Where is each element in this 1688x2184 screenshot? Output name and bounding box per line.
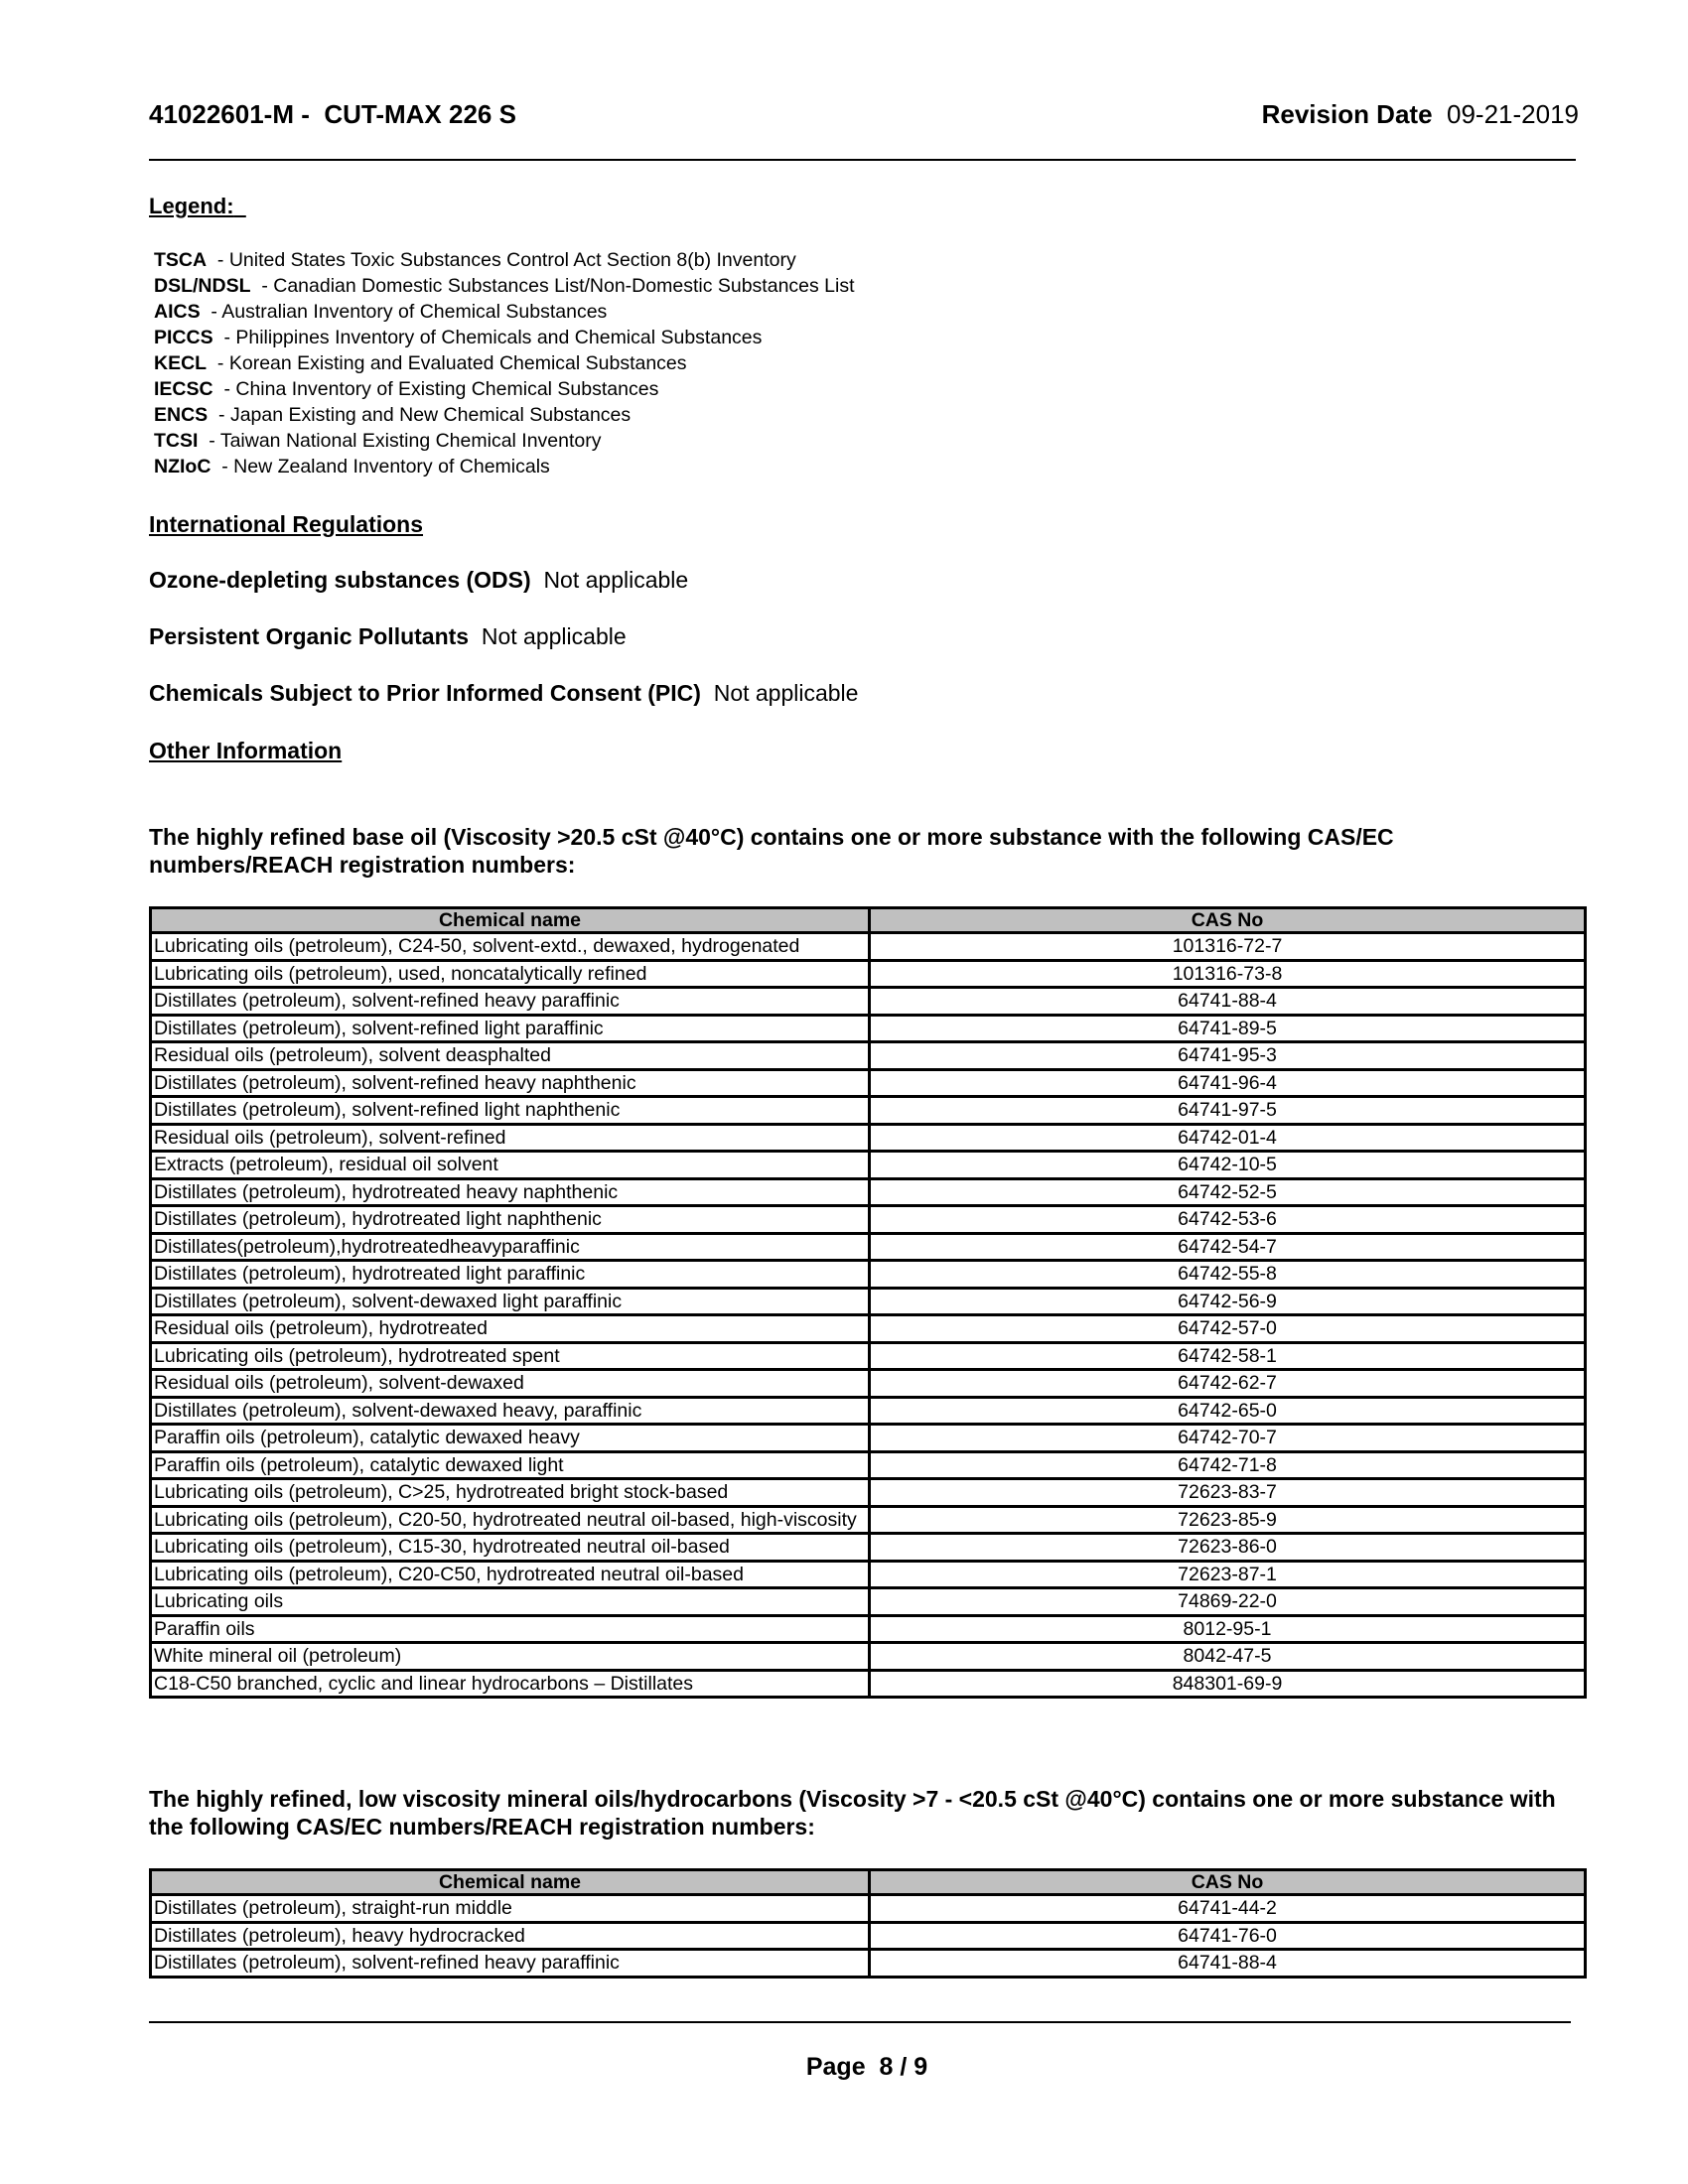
international-regulations-heading: International Regulations bbox=[149, 511, 424, 537]
table-row bbox=[151, 1152, 1586, 1179]
chemical-name-cell: Distillates (petroleum), hydrotreated light naphthenic bbox=[151, 1206, 870, 1234]
table-header-row bbox=[151, 1870, 1586, 1895]
chemical-name-cell: White mineral oil (petroleum) bbox=[151, 1643, 870, 1671]
regulation-value: Not applicable bbox=[543, 567, 689, 593]
revision-date bbox=[1262, 99, 1579, 130]
chemical-name-cell: Lubricating oils (petroleum), C15-30, hydrotreated neutral oil-based bbox=[151, 1534, 870, 1562]
table-row bbox=[151, 1534, 1586, 1562]
cas-number-cell: 64742-58-1 bbox=[870, 1342, 1586, 1370]
legend-description: Canadian Domestic Substances List/Non-Domestic Substances List bbox=[273, 275, 855, 297]
chemical-name-cell: Residual oils (petroleum), solvent deasphalted bbox=[151, 1042, 870, 1070]
column-header-chemical-name: Chemical name bbox=[151, 908, 870, 933]
legend-item: KECL - Korean Existing and Evaluated Chemical Substances bbox=[154, 352, 687, 374]
legend-description: Taiwan National Existing Chemical Inventory bbox=[219, 430, 602, 452]
cas-number-cell: 64742-54-7 bbox=[870, 1233, 1586, 1261]
regulation-ods bbox=[149, 567, 688, 594]
table-row bbox=[151, 1342, 1586, 1370]
legend-heading-text: Legend: bbox=[149, 194, 234, 218]
legend-item: NZIoC - New Zealand Inventory of Chemicals bbox=[154, 456, 550, 478]
cas-number-cell: 64742-52-5 bbox=[870, 1178, 1586, 1206]
cas-number-cell: 72623-85-9 bbox=[870, 1506, 1586, 1534]
table-row bbox=[151, 1288, 1586, 1315]
cas-number-cell: 64741-96-4 bbox=[870, 1069, 1586, 1097]
regulation-label: Ozone-depleting substances (ODS) bbox=[149, 567, 531, 593]
legend-description: New Zealand Inventory of Chemicals bbox=[233, 456, 550, 478]
table-row bbox=[151, 1425, 1586, 1452]
legend-item: DSL/NDSL - Canadian Domestic Substances List/Non-Domestic Substances List bbox=[154, 275, 855, 297]
table-row bbox=[151, 1370, 1586, 1398]
chemical-name-cell: Distillates (petroleum), hydrotreated light paraffinic bbox=[151, 1261, 870, 1289]
table-row bbox=[151, 1097, 1586, 1125]
cas-number-cell: 101316-73-8 bbox=[870, 960, 1586, 988]
table-row bbox=[151, 1042, 1586, 1070]
chemical-name-cell: C18-C50 branched, cyclic and linear hydrocarbons – Distillates bbox=[151, 1670, 870, 1698]
chemical-name-cell: Lubricating oils (petroleum), C20-50, hydrotreated neutral oil-based, high-viscosity bbox=[151, 1506, 870, 1534]
cas-number-cell: 64742-71-8 bbox=[870, 1451, 1586, 1479]
legend-description: United States Toxic Substances Control Act Section 8(b) Inventory bbox=[228, 249, 796, 271]
table-row bbox=[151, 1615, 1586, 1643]
legend-abbreviation: IECSC bbox=[154, 378, 213, 400]
legend-abbreviation: KECL bbox=[154, 352, 208, 374]
chemical-name-cell: Paraffin oils bbox=[151, 1615, 870, 1643]
chemical-name-cell: Paraffin oils (petroleum), catalytic dewaxed light bbox=[151, 1451, 870, 1479]
chemical-name-cell: Distillates (petroleum), solvent-refined heavy naphthenic bbox=[151, 1069, 870, 1097]
chemical-name-cell: Residual oils (petroleum), solvent-dewaxed bbox=[151, 1370, 870, 1398]
chemical-name-cell: Distillates (petroleum), solvent-refined light naphthenic bbox=[151, 1097, 870, 1125]
regulation-label: Persistent Organic Pollutants bbox=[149, 623, 470, 649]
chemical-name-cell: Lubricating oils (petroleum), C20-C50, hydrotreated neutral oil-based bbox=[151, 1561, 870, 1588]
revision-date-label: Revision Date bbox=[1261, 99, 1433, 129]
table-row bbox=[151, 1315, 1586, 1343]
chemical-name-cell: Distillates (petroleum), straight-run middle bbox=[151, 1895, 870, 1923]
cas-number-cell: 64741-44-2 bbox=[870, 1895, 1586, 1923]
legend-item: TSCA - United States Toxic Substances Control Act Section 8(b) Inventory bbox=[154, 249, 796, 271]
cas-number-cell: 64742-10-5 bbox=[870, 1152, 1586, 1179]
cas-number-cell: 64742-65-0 bbox=[870, 1397, 1586, 1425]
table-row bbox=[151, 1397, 1586, 1425]
table-row bbox=[151, 1261, 1586, 1289]
table-row bbox=[151, 1178, 1586, 1206]
legend-description: Japan Existing and New Chemical Substances bbox=[229, 404, 632, 426]
legend-description: Philippines Inventory of Chemicals and Chemical Substances bbox=[235, 327, 763, 348]
regulation-value: Not applicable bbox=[481, 623, 627, 649]
table-row bbox=[151, 1922, 1586, 1950]
table-row bbox=[151, 1561, 1586, 1588]
table-row bbox=[151, 1588, 1586, 1616]
other-information-heading: Other Information bbox=[149, 738, 343, 763]
cas-number-cell: 64742-55-8 bbox=[870, 1261, 1586, 1289]
footer-rule bbox=[149, 2021, 1571, 2023]
chemical-name-cell: Lubricating oils (petroleum), C>25, hydrotreated bright stock-based bbox=[151, 1479, 870, 1507]
cas-number-cell: 8042-47-5 bbox=[870, 1643, 1586, 1671]
legend-heading bbox=[149, 194, 246, 219]
table-row bbox=[151, 1233, 1586, 1261]
table-row bbox=[151, 1451, 1586, 1479]
column-header-chemical-name: Chemical name bbox=[151, 1870, 870, 1895]
legend-list bbox=[154, 247, 855, 479]
chemical-name-cell: Lubricating oils (petroleum), hydrotreated spent bbox=[151, 1342, 870, 1370]
table1-intro: The highly refined base oil (Viscosity >20.5 cSt @40°C) contains one or more substance with the following CAS/EC numbers/REACH registration numbers: bbox=[149, 824, 1394, 878]
chemical-name-cell: Residual oils (petroleum), solvent-refined bbox=[151, 1124, 870, 1152]
cas-number-cell: 72623-86-0 bbox=[870, 1534, 1586, 1562]
table-row bbox=[151, 988, 1586, 1016]
table-row bbox=[151, 1015, 1586, 1042]
table-row bbox=[151, 960, 1586, 988]
chemical-name-cell: Paraffin oils (petroleum), catalytic dewaxed heavy bbox=[151, 1425, 870, 1452]
cas-number-cell: 64741-76-0 bbox=[870, 1922, 1586, 1950]
cas-number-cell: 64742-62-7 bbox=[870, 1370, 1586, 1398]
table-row bbox=[151, 1479, 1586, 1507]
legend-abbreviation: AICS bbox=[154, 301, 201, 323]
legend-abbreviation: DSL/NDSL bbox=[154, 275, 251, 297]
cas-number-cell: 72623-87-1 bbox=[870, 1561, 1586, 1588]
legend-abbreviation: PICCS bbox=[154, 327, 213, 348]
column-header-cas-no: CAS No bbox=[870, 1870, 1586, 1895]
cas-number-cell: 64742-56-9 bbox=[870, 1288, 1586, 1315]
cas-number-cell: 74869-22-0 bbox=[870, 1588, 1586, 1616]
regulation-pic bbox=[149, 680, 858, 707]
chemical-name-cell: Lubricating oils (petroleum), used, noncatalytically refined bbox=[151, 960, 870, 988]
document-title: 41022601-M - CUT-MAX 226 S bbox=[149, 99, 516, 129]
chemical-name-cell: Residual oils (petroleum), hydrotreated bbox=[151, 1315, 870, 1343]
chemical-name-cell: Distillates (petroleum), solvent-refined heavy paraffinic bbox=[151, 1950, 870, 1978]
cas-number-cell: 64742-53-6 bbox=[870, 1206, 1586, 1234]
regulation-value: Not applicable bbox=[713, 680, 859, 706]
table-row bbox=[151, 1895, 1586, 1923]
legend-abbreviation: NZIoC bbox=[154, 456, 211, 478]
legend-description: Australian Inventory of Chemical Substances bbox=[221, 301, 608, 323]
header-rule bbox=[149, 159, 1576, 161]
cas-number-cell: 64742-01-4 bbox=[870, 1124, 1586, 1152]
legend-description: Korean Existing and Evaluated Chemical Substances bbox=[228, 352, 687, 374]
regulation-label: Chemicals Subject to Prior Informed Consent (PIC) bbox=[149, 680, 701, 706]
cas-number-cell: 8012-95-1 bbox=[870, 1615, 1586, 1643]
chemical-name-cell: Distillates (petroleum), solvent-dewaxed heavy, paraffinic bbox=[151, 1397, 870, 1425]
table-row bbox=[151, 1670, 1586, 1698]
cas-number-cell: 64742-70-7 bbox=[870, 1425, 1586, 1452]
cas-number-cell: 64741-88-4 bbox=[870, 988, 1586, 1016]
chemical-name-cell: Distillates(petroleum),hydrotreatedheavyparaffinic bbox=[151, 1233, 870, 1261]
chemical-name-cell: Lubricating oils bbox=[151, 1588, 870, 1616]
table-row bbox=[151, 1950, 1586, 1978]
legend-item: IECSC - China Inventory of Existing Chemical Substances bbox=[154, 378, 659, 400]
table-row bbox=[151, 1069, 1586, 1097]
legend-item: AICS - Australian Inventory of Chemical Substances bbox=[154, 301, 608, 323]
legend-item: PICCS - Philippines Inventory of Chemicals and Chemical Substances bbox=[154, 327, 763, 348]
cas-number-cell: 64741-97-5 bbox=[870, 1097, 1586, 1125]
cas-number-cell: 848301-69-9 bbox=[870, 1670, 1586, 1698]
cas-number-cell: 72623-83-7 bbox=[870, 1479, 1586, 1507]
legend-item: TCSI - Taiwan National Existing Chemical Inventory bbox=[154, 430, 602, 452]
chemical-name-cell: Distillates (petroleum), hydrotreated heavy naphthenic bbox=[151, 1178, 870, 1206]
chemical-name-cell: Distillates (petroleum), solvent-dewaxed light paraffinic bbox=[151, 1288, 870, 1315]
table2-intro: The highly refined, low viscosity mineral oils/hydrocarbons (Viscosity >7 - <20.5 cSt @40°C) contains one or more substance with the following CAS/EC numbers/REACH registration numbers: bbox=[149, 1786, 1556, 1840]
table-header-row bbox=[151, 908, 1586, 933]
table-row bbox=[151, 1506, 1586, 1534]
legend-description: China Inventory of Existing Chemical Substances bbox=[235, 378, 659, 400]
legend-abbreviation: ENCS bbox=[154, 404, 209, 426]
cas-number-cell: 101316-72-7 bbox=[870, 933, 1586, 961]
cas-number-cell: 64742-57-0 bbox=[870, 1315, 1586, 1343]
base-oil-cas-table bbox=[149, 906, 1587, 1699]
legend-item: ENCS - Japan Existing and New Chemical Substances bbox=[154, 404, 632, 426]
cas-number-cell: 64741-95-3 bbox=[870, 1042, 1586, 1070]
chemical-name-cell: Distillates (petroleum), heavy hydrocracked bbox=[151, 1922, 870, 1950]
table-row bbox=[151, 1206, 1586, 1234]
cas-number-cell: 64741-88-4 bbox=[870, 1950, 1586, 1978]
column-header-cas-no: CAS No bbox=[870, 908, 1586, 933]
table-row bbox=[151, 933, 1586, 961]
regulation-pop bbox=[149, 623, 627, 650]
legend-abbreviation: TSCA bbox=[154, 249, 208, 271]
low-viscosity-cas-table bbox=[149, 1868, 1587, 1979]
chemical-name-cell: Lubricating oils (petroleum), C24-50, solvent-extd., dewaxed, hydrogenated bbox=[151, 933, 870, 961]
legend-abbreviation: TCSI bbox=[154, 430, 199, 452]
cas-number-cell: 64741-89-5 bbox=[870, 1015, 1586, 1042]
page-number: Page 8 / 9 bbox=[805, 2053, 928, 2081]
chemical-name-cell: Distillates (petroleum), solvent-refined heavy paraffinic bbox=[151, 988, 870, 1016]
table-row bbox=[151, 1643, 1586, 1671]
table-row bbox=[151, 1124, 1586, 1152]
revision-date-value: 09-21-2019 bbox=[1447, 99, 1579, 129]
chemical-name-cell: Extracts (petroleum), residual oil solvent bbox=[151, 1152, 870, 1179]
chemical-name-cell: Distillates (petroleum), solvent-refined light paraffinic bbox=[151, 1015, 870, 1042]
